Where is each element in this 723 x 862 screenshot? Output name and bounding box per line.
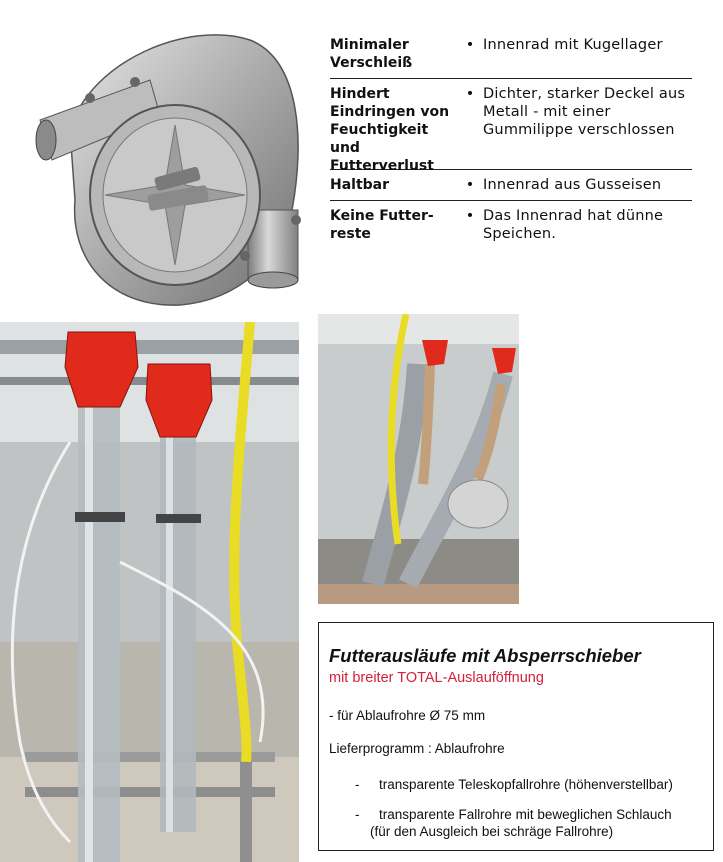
program-item-text: transparente Fallrohre mit beweglichen Schlauch	[379, 807, 672, 822]
feature-title: Hindert Eindringen von Feuchtigkeit und Futterverlust	[330, 86, 450, 174]
auger-housing-illustration	[30, 20, 315, 310]
bullet: •	[465, 177, 475, 193]
dash: -	[355, 807, 360, 822]
program-item-text: transparente Teleskopfallrohre (höhenverstellbar)	[379, 777, 673, 792]
program-item	[355, 777, 673, 792]
angled-pipes-photo	[318, 314, 519, 604]
delivery-program-line: Lieferprogramm : Ablaufrohre	[329, 741, 505, 756]
feature-title: Haltbar	[330, 177, 390, 193]
program-item	[355, 807, 672, 822]
bullet: •	[465, 37, 475, 53]
pipe-size-line: - für Ablaufrohre Ø 75 mm	[329, 708, 486, 723]
bullet: •	[465, 86, 475, 102]
product-info-box	[318, 622, 714, 851]
info-title: Futterausläufe mit Absperrschieber	[329, 645, 641, 666]
feature-table	[330, 30, 692, 251]
feature-title: Minimaler Verschleiß	[330, 37, 413, 71]
bullet: •	[465, 208, 475, 224]
feature-text: Das Innenrad hat dünne Speichen.	[483, 208, 664, 242]
program-item-note: (für den Ausgleich bei schräge Fallrohre)	[370, 824, 614, 839]
dash: -	[355, 777, 360, 792]
feature-text: Innenrad mit Kugellager	[483, 37, 663, 53]
feature-row	[330, 201, 692, 251]
feature-row	[330, 79, 692, 174]
drop-pipes-photo	[0, 322, 299, 862]
feature-title: Keine Futter-reste	[330, 208, 434, 242]
feature-row	[330, 30, 692, 79]
info-subtitle: mit breiter TOTAL-Auslauföffnung	[329, 670, 544, 686]
feature-text: Innenrad aus Gusseisen	[483, 177, 662, 193]
feature-text: Dichter, starker Deckel aus Metall - mit einer Gummilippe verschlossen	[483, 86, 686, 138]
